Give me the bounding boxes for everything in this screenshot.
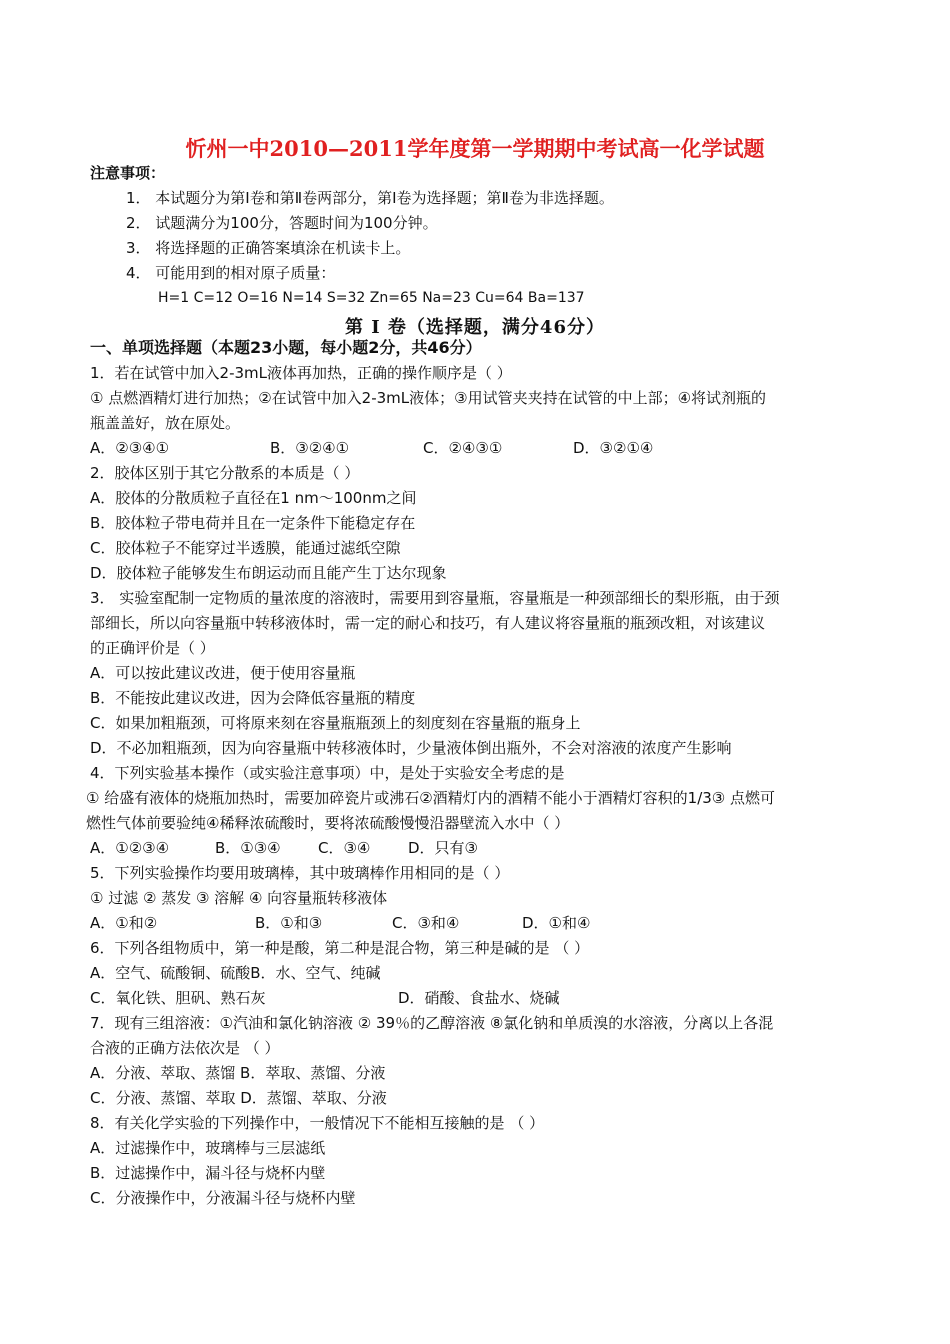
atomic-masses: H=1 C=12 O=16 N=14 S=32 Zn=65 Na=23 Cu=64 Ba=137 [158,290,585,306]
q3-stem: 部细长，所以向容量瓶中转移液体时，需一定的耐心和技巧，有人建议将容量瓶的瓶颈改粗，对该建议 [90,614,766,632]
q3-option-c: C．如果加粗瓶颈，可将原来刻在容量瓶瓶颈上的刻度刻在容量瓶的瓶身上 [90,714,581,732]
q5-option-a: A．①和② [90,914,158,932]
q4-body: 燃性气体前要验纯④稀释浓硫酸时，要将浓硫酸慢慢沿器壁流入水中（ ） [86,814,570,832]
q4-option-a: A．①②③④ [90,839,170,857]
q4-option-c: C．③④ [318,839,371,857]
q5-stem: 5．下列实验操作均要用玻璃棒，其中玻璃棒作用相同的是（ ） [90,864,510,882]
q5-option-c: C．③和④ [392,914,460,932]
notice-item: 2． 试题满分为100分，答题时间为100分钟。 [126,214,438,232]
q2-stem: 2．胶体区别于其它分散系的本质是（ ） [90,464,360,482]
section-title: 第 Ⅰ 卷（选择题，满分46分） [344,317,605,338]
q6-options-ab: A．空气、硫酸铜、硫酸B．水、空气、纯碱 [90,964,381,982]
q7-options-cd: C．分液、蒸馏、萃取 D．蒸馏、萃取、分液 [90,1089,387,1107]
notice-item: 1． 本试题分为第Ⅰ卷和第Ⅱ卷两部分，第Ⅰ卷为选择题；第Ⅱ卷为非选择题。 [126,189,614,207]
q3-stem: 的正确评价是（ ） [90,639,215,657]
exam-title: 忻州一中2010—2011学年度第一学期期中考试高一化学试题 [185,136,765,161]
q1-body: ① 点燃酒精灯进行加热；②在试管中加入2-3mL液体；③用试管夹夹持在试管的中上部；④将试剂瓶的 [90,389,767,407]
q6-stem: 6．下列各组物质中，第一种是酸，第二种是混合物，第三种是碱的是 （ ） [90,939,590,957]
q3-option-b: B．不能按此建议改进，因为会降低容量瓶的精度 [90,689,416,707]
q1-stem: 1．若在试管中加入2-3mL液体再加热，正确的操作顺序是（ ） [90,364,512,382]
q5-option-b: B．①和③ [255,914,323,932]
q6-option-d: D．硝酸、食盐水、烧碱 [398,989,560,1007]
q7-stem: 7．现有三组溶液：①汽油和氯化钠溶液 ② 39％的乙醇溶液 ⑧氯化钠和单质溴的水溶液，分离以上各混 [90,1014,774,1032]
q8-stem: 8．有关化学实验的下列操作中，一般情况下不能相互接触的是 （ ） [90,1114,545,1132]
q8-option-b: B．过滤操作中，漏斗径与烧杯内壁 [90,1164,326,1182]
notice-heading: 注意事项： [90,164,166,182]
q3-option-a: A．可以按此建议改进，便于使用容量瓶 [90,664,356,682]
q5-option-d: D．①和④ [522,914,591,932]
q2-option-a: A．胶体的分散质粒子直径在1 nm～100nm之间 [90,489,417,507]
q3-option-d: D．不必加粗瓶颈，因为向容量瓶中转移液体时，少量液体倒出瓶外，不会对溶液的浓度产生影响 [90,739,732,757]
q8-option-a: A．过滤操作中，玻璃棒与三层滤纸 [90,1139,326,1157]
q4-body: ① 给盛有液体的烧瓶加热时，需要加碎瓷片或沸石②酒精灯内的酒精不能小于酒精灯容积的1/3③ 点燃可 [86,789,776,807]
q1-option-a: A．②③④① [90,439,170,457]
q6-option-c: C．氧化铁、胆矾、熟石灰 [90,989,266,1007]
q2-option-c: C．胶体粒子不能穿过半透膜，能通过滤纸空隙 [90,539,401,557]
q1-option-c: C．②④③① [423,439,503,457]
q5-body: ① 过滤 ② 蒸发 ③ 溶解 ④ 向容量瓶转移液体 [90,889,388,907]
q3-stem: 3． 实验室配制一定物质的量浓度的溶液时，需要用到容量瓶，容量瓶是一种颈部细长的梨形瓶，由于颈 [90,589,780,607]
q4-stem: 4．下列实验基本操作（或实验注意事项）中，是处于实验安全考虑的是 [90,764,565,782]
q1-option-d: D．③②①④ [573,439,654,457]
q1-option-b: B．③②④① [270,439,350,457]
notice-item: 3． 将选择题的正确答案填涂在机读卡上。 [126,239,411,257]
part-heading: 一、单项选择题（本题23小题，每小题2分，共46分） [90,338,482,357]
q2-option-d: D．胶体粒子能够发生布朗运动而且能产生丁达尔现象 [90,564,447,582]
q7-options-ab: A．分液、萃取、蒸馏 B．萃取、蒸馏、分液 [90,1064,386,1082]
q8-option-c: C．分液操作中，分液漏斗径与烧杯内壁 [90,1189,356,1207]
q4-option-d: D．只有③ [408,839,478,857]
q2-option-b: B．胶体粒子带电荷并且在一定条件下能稳定存在 [90,514,416,532]
q7-stem: 合液的正确方法依次是 （ ） [90,1039,280,1057]
q1-body: 瓶盖盖好，放在原处。 [90,414,241,432]
q4-option-b: B．①③④ [215,839,281,857]
notice-item: 4． 可能用到的相对原子质量： [126,264,336,282]
